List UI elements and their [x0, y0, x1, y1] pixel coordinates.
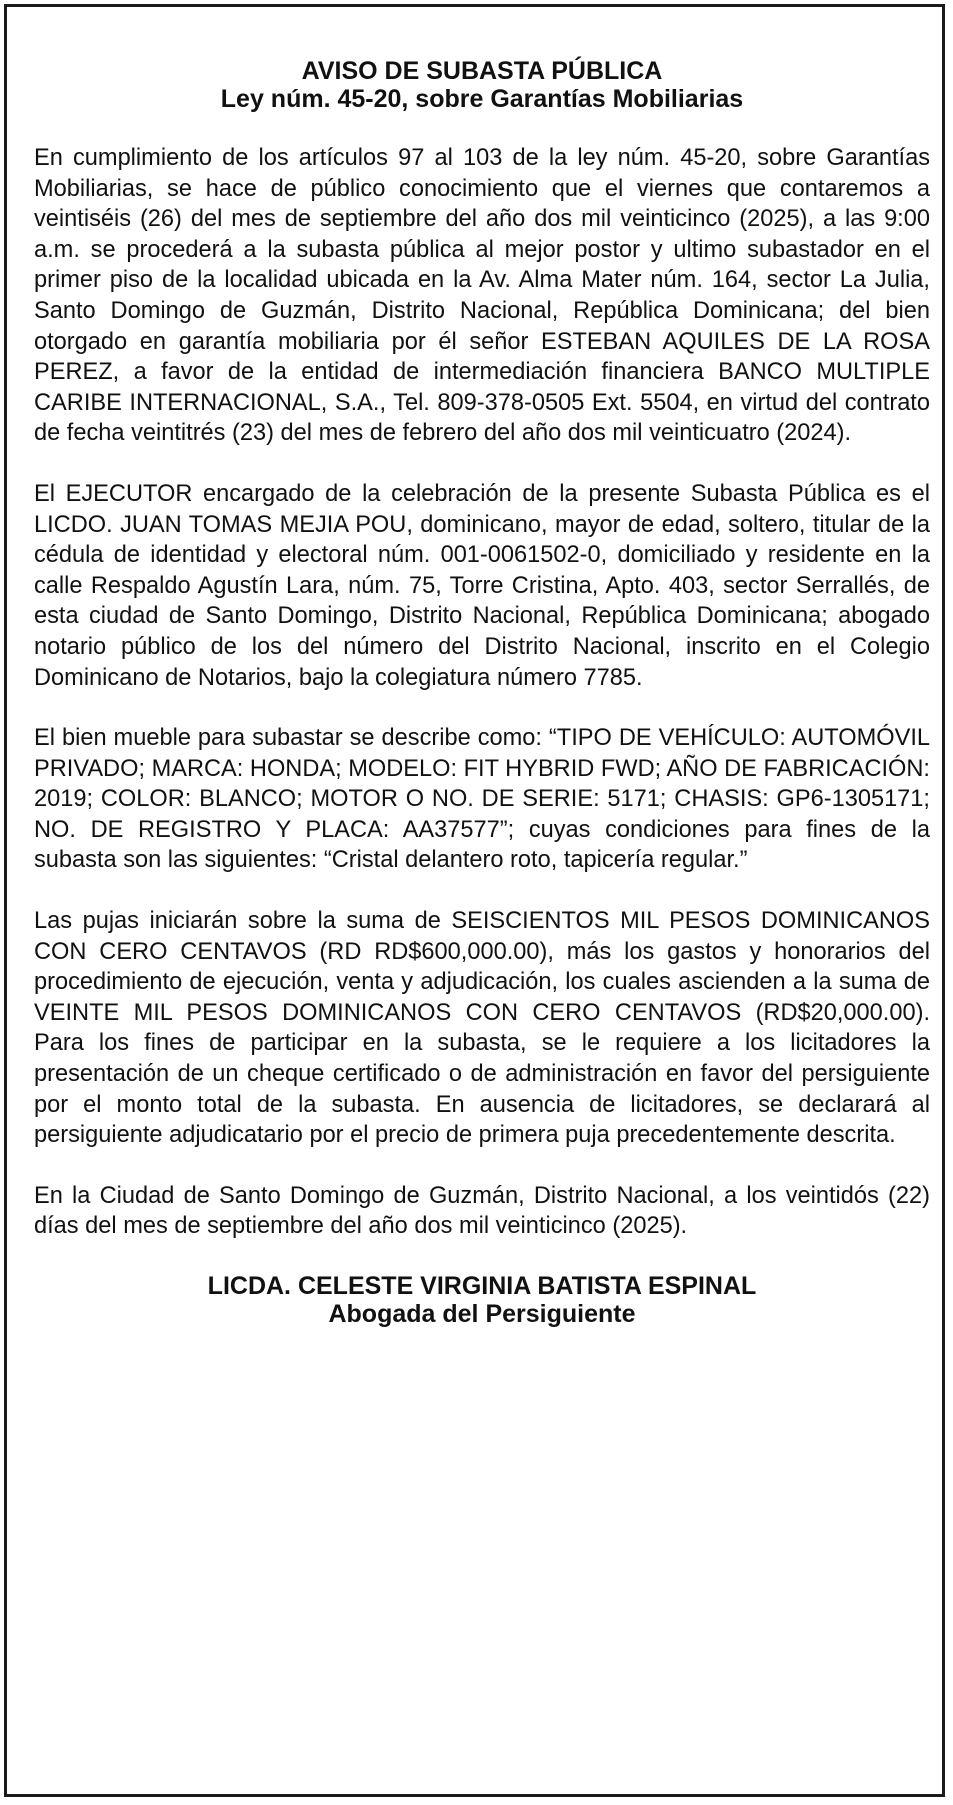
signer-role: Abogada del Persiguiente — [328, 1300, 636, 1328]
notice-frame — [4, 4, 945, 1797]
signer-name: LICDA. CELESTE VIRGINIA BATISTA ESPINAL — [207, 1272, 757, 1300]
paragraph-vehicle-description: El bien mueble para subastar se describe como: “TIPO DE VEHÍCULO: AUTOMÓVIL PRIVADO; MARCA: HONDA; MODELO: FIT HYBRID FWD; AÑO DE FABRICACIÓN: 2019; COLOR: BLANCO; MOTOR O NO. DE SERIE: 5171; CHASIS: GP6-1305171; NO. DE REGISTRO Y PLACA: AA37577”; cuyas condiciones para fines de la subasta son las siguientes: “Cristal delantero roto, tapicería regular.” — [34, 725, 930, 874]
notice-content — [34, 57, 930, 1328]
paragraph-auction-announcement: En cumplimiento de los artículos 97 al 103 de la ley núm. 45-20, sobre Garantías Mobiliarias, se hace de público conocimiento que el viernes que contaremos a veintiséis (26) del mes de septiembre del año dos mil veinticinco (2025), a las 9:00 a.m. se procederá a la subasta pública al mejor postor y ultimo subastador en el primer piso de la localidad ubicada en la Av. Alma Mater núm. 164, sector La Julia, Santo Domingo de Guzmán, Distrito Nacional, República Dominicana; del bien otorgado en garantía mobiliaria por él señor ESTEBAN AQUILES DE LA ROSA PEREZ, a favor de la entidad de intermediación financiera BANCO MULTIPLE CARIBE INTERNACIONAL, S.A., Tel. 809-378-0505 Ext. 5504, en virtud del contrato de fecha veintitrés (23) del mes de febrero del año dos mil veinticuatro (2024). — [34, 145, 930, 447]
paragraph-executor: El EJECUTOR encargado de la celebración de la presente Subasta Pública es el LICDO. JUAN TOMAS MEJIA POU, dominicano, mayor de edad, soltero, titular de la cédula de identidad y electoral núm. 001-0061502-0, domiciliado y residente en la calle Respaldo Agustín Lara, núm. 75, Torre Cristina, Apto. 403, sector Serrallés, de esta ciudad de Santo Domingo, Distrito Nacional, República Dominicana; abogado notario público de los del número del Distrito Nacional, inscrito en el Colegio Dominicano de Notarios, bajo la colegiatura número 7785. — [34, 480, 930, 691]
notice-header — [34, 57, 930, 113]
notice-subtitle: Ley núm. 45-20, sobre Garantías Mobiliarias — [220, 85, 744, 113]
notice-title: AVISO DE SUBASTA PÚBLICA — [301, 57, 663, 85]
paragraph-bidding-terms: Las pujas iniciarán sobre la suma de SEISCIENTOS MIL PESOS DOMINICANOS CON CERO CENTAVOS (RD RD$600,000.00), más los gastos y honorarios del procedimiento de ejecución, venta y adjudicación, los cuales ascienden a la suma de VEINTE MIL PESOS DOMINICANOS CON CERO CENTAVOS (RD$20,000.00). Para los fines de participar en la subasta, se le requiere a los licitadores la presentación de un cheque certificado o de administración en favor del persiguiente por el monto total de la subasta. En ausencia de licitadores, se declarará al persiguiente adjudicatario por el precio de primera puja precedentemente descrita. — [34, 908, 930, 1149]
signature-block — [34, 1272, 930, 1328]
paragraph-date-place: En la Ciudad de Santo Domingo de Guzmán, Distrito Nacional, a los veintidós (22) días del mes de septiembre del año dos mil veinticinco (2025). — [34, 1182, 930, 1240]
